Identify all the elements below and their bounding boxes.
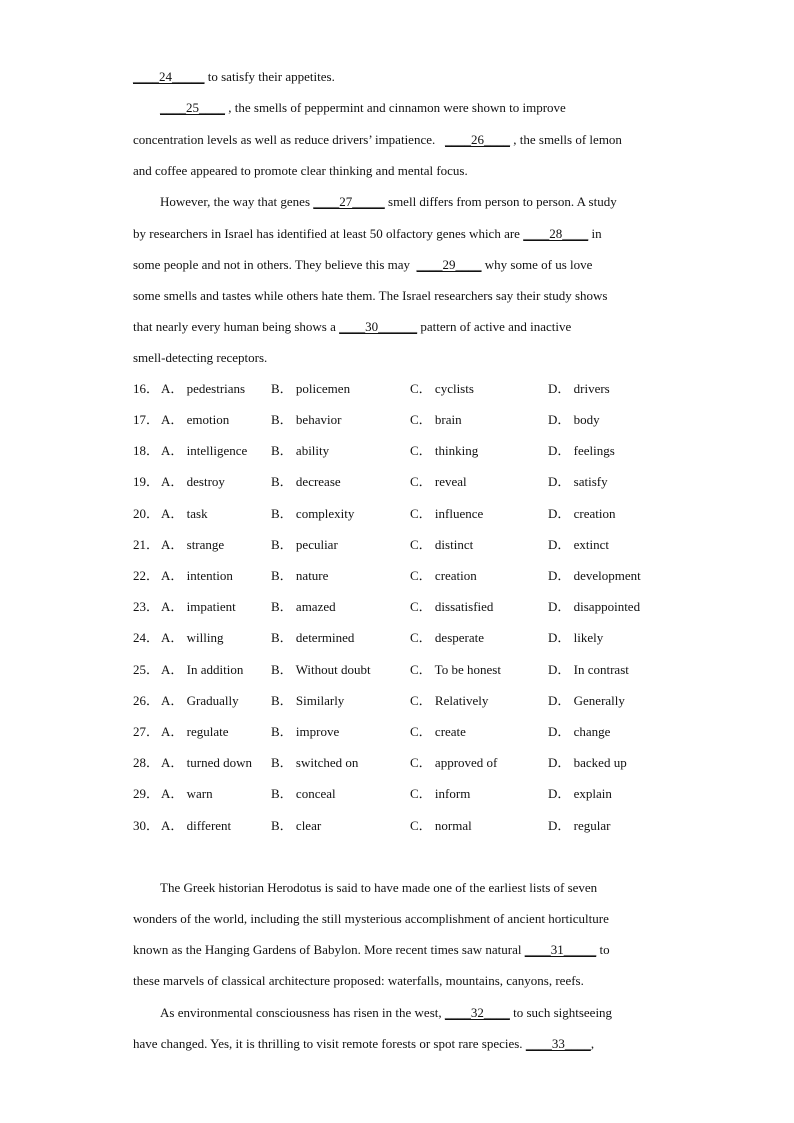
option-b[interactable]: B． amazed (271, 599, 336, 614)
question-number: 18． (133, 443, 160, 458)
question-number: 24． (133, 630, 160, 645)
passage2-line-2: wonders of the world, including the still mysterious accomplishment of ancient horticulture (133, 911, 609, 926)
passage1-line-4: and coffee appeared to promote clear thinking and mental focus. (133, 163, 468, 178)
passage1-line-5: However, the way that genes ____27_____ smell differs from person to person. A study (160, 194, 617, 209)
option-a[interactable]: A． intention (161, 568, 233, 583)
option-c[interactable]: C． creation (410, 568, 477, 583)
option-c[interactable]: C． influence (410, 506, 484, 521)
passage1-line-9: that nearly every human being shows a ____30______ pattern of active and inactive (133, 319, 572, 334)
passage1-line-6: by researchers in Israel has identified at least 50 olfactory genes which are ____28____ in (133, 226, 602, 241)
passage2-line-4: these marvels of classical architecture proposed: waterfalls, mountains, canyons, reefs. (133, 973, 584, 988)
option-a[interactable]: A． Gradually (161, 693, 239, 708)
option-a[interactable]: A． destroy (161, 474, 225, 489)
question-number: 27． (133, 724, 160, 739)
option-d[interactable]: D． body (548, 412, 600, 427)
option-a[interactable]: A． warn (161, 786, 213, 801)
option-a[interactable]: A． impatient (161, 599, 236, 614)
passage2-line-3: known as the Hanging Gardens of Babylon. More recent times saw natural ____31_____ to (133, 942, 610, 957)
option-c[interactable]: C． desperate (410, 630, 485, 645)
option-a[interactable]: A． regulate (161, 724, 229, 739)
option-c[interactable]: C． distinct (410, 537, 474, 552)
option-c[interactable]: C． approved of (410, 755, 498, 770)
option-a[interactable]: A． strange (161, 537, 225, 552)
question-number: 26． (133, 693, 160, 708)
option-d[interactable]: D． creation (548, 506, 616, 521)
question-number: 16． (133, 381, 160, 396)
question-number: 30． (133, 818, 160, 833)
blank-25[interactable]: ____25____ (160, 100, 225, 115)
question-number: 19． (133, 474, 160, 489)
option-b[interactable]: B． behavior (271, 412, 342, 427)
option-b[interactable]: B． determined (271, 630, 355, 645)
option-c[interactable]: C． Relatively (410, 693, 489, 708)
question-number: 25． (133, 662, 160, 677)
option-d[interactable]: D． satisfy (548, 474, 608, 489)
blank-33[interactable]: ____33____ (525, 1036, 591, 1051)
option-d[interactable]: D． change (548, 724, 611, 739)
option-a[interactable]: A． intelligence (161, 443, 248, 458)
option-d[interactable]: D． likely (548, 630, 604, 645)
passage1-line-7: some people and not in others. They believe this may ____29____ why some of us love (133, 257, 593, 272)
passage1-line-8: some smells and tastes while others hate them. The Israel researchers say their study shows (133, 288, 608, 303)
option-b[interactable]: B． Similarly (271, 693, 345, 708)
question-number: 21． (133, 537, 160, 552)
option-b[interactable]: B． complexity (271, 506, 355, 521)
option-d[interactable]: D． drivers (548, 381, 610, 396)
option-b[interactable]: B． ability (271, 443, 330, 458)
option-d[interactable]: D． feelings (548, 443, 615, 458)
option-b[interactable]: B． improve (271, 724, 340, 739)
blank-29[interactable]: ____29____ (416, 257, 482, 272)
option-c[interactable]: C． brain (410, 412, 462, 427)
option-d[interactable]: D． In contrast (548, 662, 629, 677)
option-b[interactable]: B． peculiar (271, 537, 338, 552)
option-a[interactable]: A． different (161, 818, 232, 833)
option-d[interactable]: D． Generally (548, 693, 625, 708)
option-d[interactable]: D． extinct (548, 537, 610, 552)
blank-31[interactable]: ____31_____ (524, 942, 597, 957)
option-a[interactable]: A． pedestrians (161, 381, 246, 396)
question-number: 29． (133, 786, 160, 801)
option-c[interactable]: C． dissatisfied (410, 599, 494, 614)
option-a[interactable]: A． task (161, 506, 208, 521)
option-b[interactable]: B． clear (271, 818, 322, 833)
question-number: 22． (133, 568, 160, 583)
passage1-line-3: concentration levels as well as reduce drivers’ impatience. ____26____ , the smells of lemon (133, 132, 622, 147)
blank-24[interactable]: ____24_____ (133, 69, 205, 84)
option-b[interactable]: B． decrease (271, 474, 341, 489)
blank-27[interactable]: ____27_____ (313, 194, 385, 209)
option-a[interactable]: A． willing (161, 630, 224, 645)
option-a[interactable]: A． emotion (161, 412, 230, 427)
blank-32[interactable]: ____32____ (444, 1005, 510, 1020)
passage1-line-1: ____24_____ to satisfy their appetites. (133, 69, 335, 84)
question-number: 20． (133, 506, 160, 521)
question-number: 17． (133, 412, 160, 427)
option-a[interactable]: A． In addition (161, 662, 244, 677)
option-c[interactable]: C． inform (410, 786, 471, 801)
option-a[interactable]: A． turned down (161, 755, 252, 770)
option-c[interactable]: C． To be honest (410, 662, 501, 677)
option-b[interactable]: B． nature (271, 568, 329, 583)
option-c[interactable]: C． create (410, 724, 466, 739)
blank-26[interactable]: ____26____ (445, 132, 510, 147)
option-d[interactable]: D． backed up (548, 755, 627, 770)
option-b[interactable]: B． Without doubt (271, 662, 371, 677)
passage1-line-10: smell-detecting receptors. (133, 350, 268, 365)
option-d[interactable]: D． disappointed (548, 599, 641, 614)
option-d[interactable]: D． regular (548, 818, 611, 833)
passage2-line-5: As environmental consciousness has risen in the west, ____32____ to such sightseeing (160, 1005, 613, 1020)
option-b[interactable]: B． policemen (271, 381, 351, 396)
option-d[interactable]: D． explain (548, 786, 612, 801)
blank-30[interactable]: ____30______ (339, 319, 418, 334)
question-number: 23． (133, 599, 160, 614)
question-number: 28． (133, 755, 160, 770)
option-c[interactable]: C． normal (410, 818, 472, 833)
option-d[interactable]: D． development (548, 568, 641, 583)
option-b[interactable]: B． conceal (271, 786, 336, 801)
option-c[interactable]: C． reveal (410, 474, 467, 489)
passage2-line-6: have changed. Yes, it is thrilling to visit remote forests or spot rare species. ____33____, (133, 1036, 595, 1051)
option-c[interactable]: C． thinking (410, 443, 479, 458)
passage1-line-2: ____25____ , the smells of peppermint and cinnamon were shown to improve (160, 100, 566, 115)
passage2-line-1: The Greek historian Herodotus is said to have made one of the earliest lists of seven (160, 880, 598, 895)
option-c[interactable]: C． cyclists (410, 381, 474, 396)
option-b[interactable]: B． switched on (271, 755, 359, 770)
blank-28[interactable]: ____28____ (523, 226, 589, 241)
